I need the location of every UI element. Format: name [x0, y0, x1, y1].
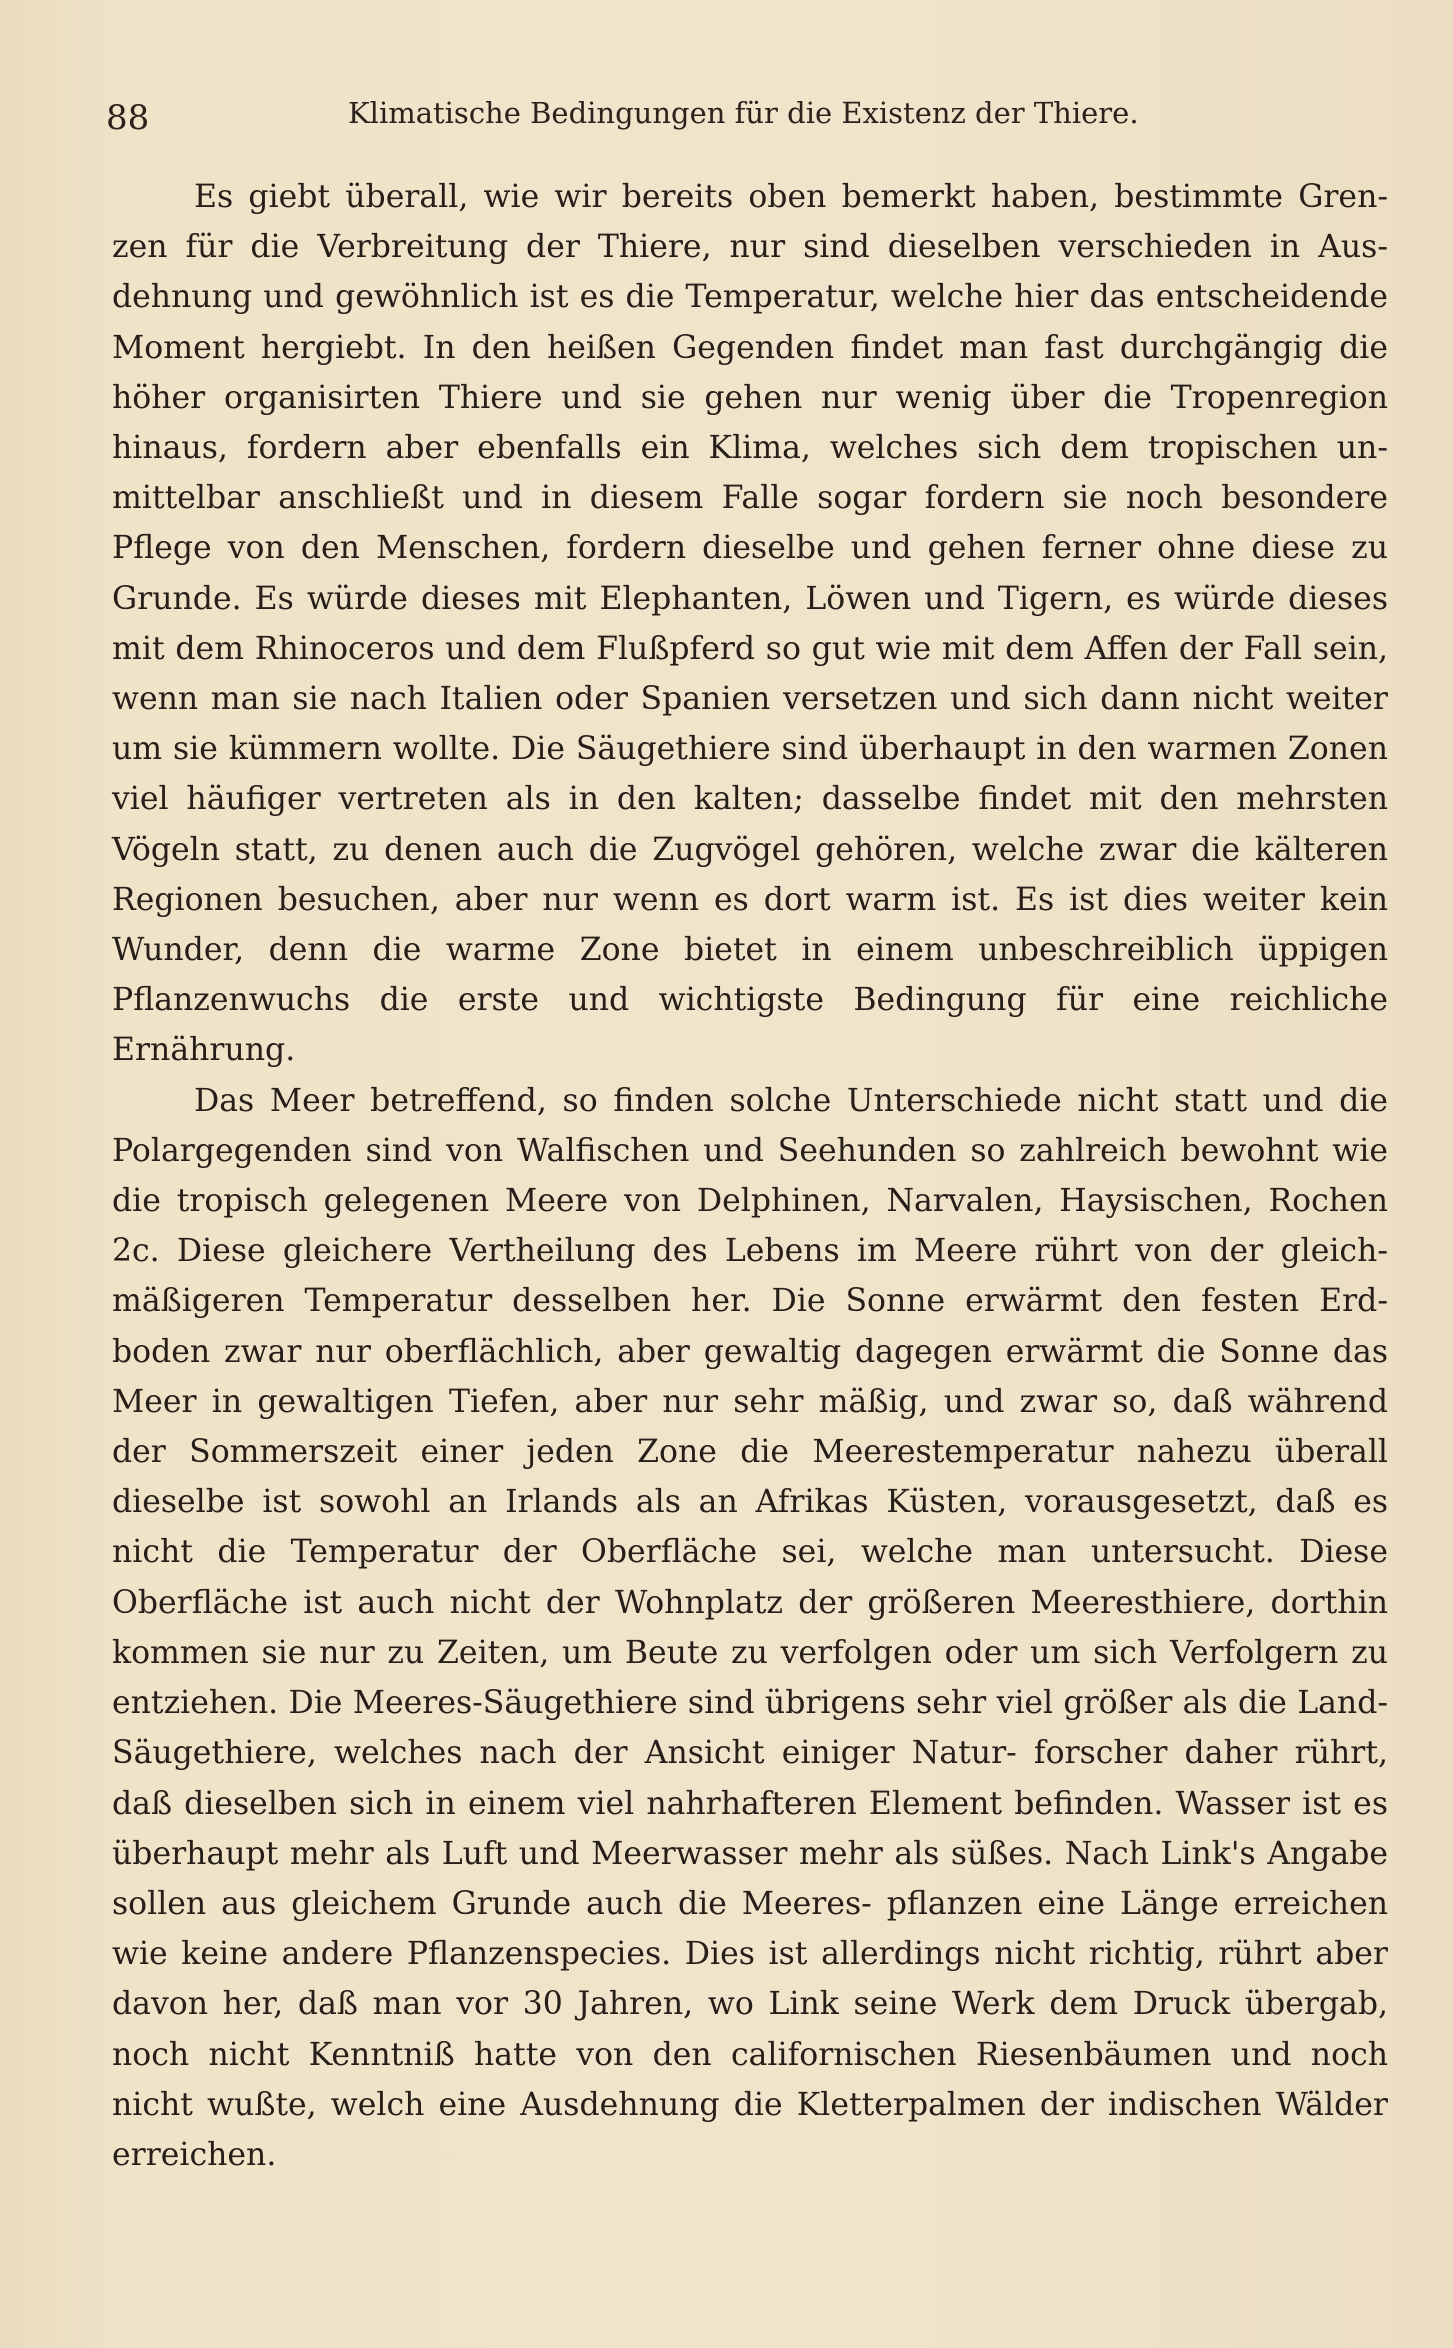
- page-number: 88: [106, 98, 150, 138]
- paragraph: Es giebt überall, wie wir bereits oben bemerkt haben, bestimmte Gren- zen für die Verbreitung der Thiere, nur sind dieselben verschieden in Aus- dehnung und gewöhnlich ist es die Temperatur, welche hier das entscheidende Moment hergiebt. In den heißen Gegenden findet man fast durchgängig die höher organisirten Thiere und sie gehen nur wenig über die Tropenregion hinaus, fordern aber ebenfalls ein Klima, welches sich dem tropischen un- mittelbar anschließt und in diesem Falle sogar fordern sie noch besondere Pflege von den Menschen, fordern dieselbe und gehen ferner ohne diese zu Grunde. Es würde dieses mit Elephanten, Löwen und Tigern, es würde dieses mit dem Rhinoceros und dem Flußpferd so gut wie mit dem Affen der Fall sein, wenn man sie nach Italien oder Spanien versetzen und sich dann nicht weiter um sie kümmern wollte. Die Säugethiere sind überhaupt in den warmen Zonen viel häufiger vertreten als in den kalten; dasselbe findet mit den mehrsten Vögeln statt, zu denen auch die Zugvögel gehören, welche zwar die kälteren Regionen besuchen, aber nur wenn es dort warm ist. Es ist dies weiter kein Wunder, denn die warme Zone bietet in einem unbeschreiblich üppigen Pflanzenwuchs die erste und wichtigste Bedingung für eine reichliche Ernährung.: [112, 179, 1388, 1069]
- body-text: [112, 172, 1388, 2180]
- running-title: Klimatische Bedingungen für die Existenz der Thiere.: [348, 96, 1139, 130]
- paragraph: Das Meer betreffend, so finden solche Unterschiede nicht statt und die Polargegenden sind von Walfischen und Seehunden so zahlreich bewohnt wie die tropisch gelegenen Meere von Delphinen, Narvalen, Haysischen, Rochen 2c. Diese gleichere Vertheilung des Lebens im Meere rührt von der gleich- mäßigeren Temperatur desselben her. Die Sonne erwärmt den festen Erd- boden zwar nur oberflächlich, aber gewaltig dagegen erwärmt die Sonne das Meer in gewaltigen Tiefen, aber nur sehr mäßig, und zwar so, daß während der Sommerszeit einer jeden Zone die Meerestemperatur nahezu überall dieselbe ist sowohl an Irlands als an Afrikas Küsten, vorausgesetzt, daß es nicht die Temperatur der Oberfläche sei, welche man untersucht. Diese Oberfläche ist auch nicht der Wohnplatz der größeren Meeresthiere, dorthin kommen sie nur zu Zeiten, um Beute zu verfolgen oder um sich Verfolgern zu entziehen. Die Meeres-Säugethiere sind übrigens sehr viel größer als die Land-Säugethiere, welches nach der Ansicht einiger Natur- forscher daher rührt, daß dieselben sich in einem viel nahrhafteren Element befinden. Wasser ist es überhaupt mehr als Luft und Meerwasser mehr als süßes. Nach Link's Angabe sollen aus gleichem Grunde auch die Meeres- pflanzen eine Länge erreichen wie keine andere Pflanzenspecies. Dies ist allerdings nicht richtig, rührt aber davon her, daß man vor 30 Jahren, wo Link seine Werk dem Druck übergab, noch nicht Kenntniß hatte von den californischen Riesenbäumen und noch nicht wußte, welch eine Ausdehnung die Kletterpalmen der indischen Wälder erreichen.: [112, 1082, 1388, 2173]
